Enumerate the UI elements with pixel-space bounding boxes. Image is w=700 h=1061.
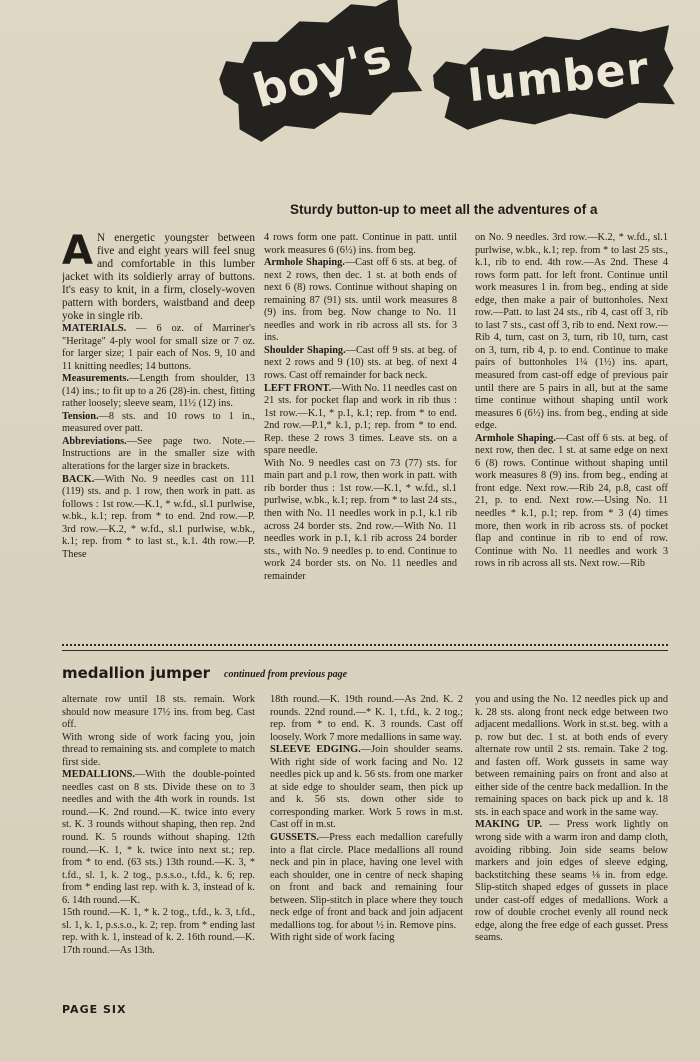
- paragraph-text: —Join shoulder seams. With right side of work facing and No. 12 needles pick up and k. 56 sts. from one marker at side edge to shoulder seam, then pick up and k. 56 sts. down other side to corresponding marker. Work 5 rows in m.st. Cast off in m.st.: [270, 744, 463, 831]
- section-heading: Armhole Shaping.: [475, 432, 556, 444]
- article1-column-2: [264, 232, 457, 624]
- paragraph: [264, 257, 457, 345]
- paragraph-text: you and using the No. 12 needles pick up and k. 28 sts. along front neck edge between two adjacent medallions. Work in st.st. beg. with a p. row but dec. 1 st. at both ends of every alternate row until 2 sts. remain. Take 2 tog. and fasten off. Work gussets in same way between remaining pairs on front and also at either side of the centre back medallion. In the remaining spaces on back pick up and k. 18 sts. in each space and work in the same way.: [475, 694, 668, 818]
- section-heading: GUSSETS.: [270, 832, 319, 844]
- paragraph-text: —Length from shoulder, 13 (14) ins.; to fit up to a 26 (28)-in. chest, fitting rather loosely; sleeve seam, 11½ (12) ins.: [62, 373, 255, 410]
- paragraph: [264, 232, 457, 257]
- paragraph: [62, 694, 255, 732]
- title-word-lumber: lumber: [465, 42, 652, 113]
- article1-column-1: [62, 232, 255, 624]
- paragraph-text: 15th round.—K. 1, * k. 2 tog., t.fd., k. 3, t.fd., sl. 1, k. 1, p.s.s.o., k. 2; rep. from * ending last rep. with k. 1, instead of k. 2. 16th round.—K. 17th round.—As 13th.: [62, 907, 255, 956]
- section-heading: Shoulder Shaping.: [264, 344, 346, 356]
- paragraph-text: —With No. 9 needles cast on 111 (119) sts. and p. 1 row, then work in patt. as follows : 1st row.—K.1, * w.fd., sl.1 purlwise, w.bk., k.1; rep. from * to end. 2nd row.—P. 3rd row.—K.2, * w.fd., sl.1 purlwise, w.bk., k.1; rep. from * to last st., k.1. 4th row.—P. These: [62, 473, 255, 560]
- paragraph: [270, 744, 463, 832]
- section-heading: MATERIALS.: [62, 323, 127, 334]
- paragraph: [264, 345, 457, 383]
- paragraph-text: N energetic youngster between five and eight years will feel snug and comfortable in this lumber jacket with its soldierly array of buttons. It's easy to knit, in a firm, closely-woven pattern with borders, waistband and deep yoke in single rib.: [62, 232, 255, 322]
- paragraph: [62, 411, 255, 436]
- paragraph-text: alternate row until 18 sts. remain. Work should now measure 17½ ins. from beg. Cast off.: [62, 694, 255, 731]
- paragraph: [62, 232, 255, 323]
- paragraph-text: —Cast off 6 sts. at beg. of next row, then dec. 1 st. at same edge on next 6 (8) rows. Continue without shaping until work measures 8 (9) ins. from beg., ending at front edge. Next row.—Rib 24, p.8, cast off 21, p. to end. Next row.—Using No. 11 needles * k.1, p.1; rep. from * 3 (4) times more, then work in rib across sts. of pocket flap and continue in rib to end of row. Continue with No. 11 needles and work 3 rows in rib across all sts. Next row.—Rib: [475, 432, 668, 570]
- paragraph: [62, 907, 255, 957]
- paragraph-text: With wrong side of work facing you, join thread to remaining sts. and complete to match first side.: [62, 731, 255, 768]
- paragraph-text: —Cast off 9 sts. at beg. of next 2 rows and 9 (10) sts. at beg. of next 4 rows. Cast off remainder for back neck.: [264, 344, 457, 382]
- section-divider: [62, 644, 668, 651]
- section-heading: Abbreviations.: [62, 435, 127, 447]
- section-heading: Measurements.: [62, 373, 130, 385]
- section-heading: MAKING UP.: [475, 819, 543, 831]
- paragraph-text: —Cast off 6 sts. at beg. of next 2 rows, then dec. 1 st. at both ends of next 6 (8) rows. Continue without shaping on remaining 87 (91) sts. until work measures 8 (9) ins. from beg. Now change to No. 11 needles and work in rib across all sts. for 3 ins.: [264, 257, 457, 344]
- paragraph-text: —See page two. Note.—Instructions are in the smaller size with alterations for the larger size in brackets.: [62, 435, 255, 473]
- paragraph-text: on No. 9 needles. 3rd row.—K.2, * w.fd., sl.1 purlwise, w.bk., k.1; rep. from * to last 25 sts., k.1, rib to end. 4th row.—As 2nd. These 4 rows form patt. for left front. Continue until work measures 1 in. from beg., ending at side edge, then make a pair of buttonholes. Next row.—Patt. to last 24 sts., rib 4, cast off 3, rib to last 7 sts., cast off 3, rib to end. Next row.—Rib 4, turn, cast on 3, turn, rib 10, turn, cast on 3, turn, rib 4, p. to end. Continue to make pairs of buttonholes 1¼ (1½) ins. apart, measured from cast-off edge of previous pair until there are 5 pairs in all, but at the same time continue without shaping until work measures 6 (6½) ins. from beg., ending at side edge.: [475, 232, 668, 432]
- section-title-medallion-jumper: medallion jumper: [62, 664, 211, 682]
- article-subtitle: Sturdy button-up to meet all the adventures of a: [290, 202, 598, 217]
- article2-column-2: [270, 694, 463, 996]
- paragraph-text: 4 rows form one patt. Continue in patt. until work measures 6 (6½) ins. from beg.: [264, 232, 457, 256]
- paragraph-text: With No. 9 needles cast on 73 (77) sts. for main part and p.1 row, then work in patt. with rib border thus : 1st row.—K.1, * w.fd., sl.1 purlwise, w.bk., k.1; rep. from * to last 24 sts., then with No. 11 needles work in p.1, k.1 rib across 24 border sts. 2nd row.—With No. 11 needles work in p.1, k.1 rib across 24 border sts., with No. 9 needles p. to end. Continue to work 24 border sts. on No. 11 needles and remainder: [264, 457, 457, 582]
- section-heading: LEFT FRONT.: [264, 382, 332, 394]
- article2-column-3: [475, 694, 668, 996]
- article2-column-1: [62, 694, 255, 996]
- paragraph-text: With right side of work facing: [270, 932, 395, 944]
- continued-note: continued from previous page: [224, 669, 348, 680]
- paragraph: [270, 832, 463, 932]
- paragraph-text: —Press each medallion carefully into a flat circle. Place medallions all round neck and pin in place, having one level with each shoulder, one in centre of neck shaping on front and back and remaining four between. Slip-stitch in place where they touch neck edge of front and back and join adjacent medallions tog. for about ½ in. Remove pins.: [270, 832, 463, 931]
- drop-cap: A: [62, 232, 93, 274]
- paragraph: [62, 474, 255, 562]
- section-heading: Tension.: [62, 410, 99, 422]
- article1-column-3: [475, 232, 668, 624]
- paragraph: [475, 433, 668, 571]
- paragraph: [62, 373, 255, 411]
- paragraph-text: —With No. 11 needles cast on 21 sts. for pocket flap and work in rib thus : 1st row.—K.1, * p.1, k.1; rep. from * to end. 2nd row.—P.1,* k.1, p.1; rep. from * to end. Rep. these 2 rows 3 times. Leave sts. on a spare needle.: [264, 382, 457, 457]
- section-heading: BACK.: [62, 473, 95, 485]
- paragraph: [270, 694, 463, 744]
- section-heading: SLEEVE EDGING.: [270, 744, 361, 756]
- title-word-boys: boy's: [247, 27, 398, 119]
- paragraph: [62, 323, 255, 373]
- section-heading: MEDALLIONS.: [62, 769, 135, 781]
- paragraph: [475, 694, 668, 819]
- paragraph-text: — Press work lightly on wrong side with a warm iron and damp cloth, avoiding ribbing. Join side seams below markers and join edges of sleeve edging, backstitching these seams ⅛ in. from edge. Slip-stitch shaped edges of gussets in place under cast-off edges of medallions. Work a row of double crochet evenly all round neck edge, along the free edge of each gusset. Press seams.: [475, 819, 668, 944]
- paragraph-text: —8 sts. and 10 rows to 1 in., measured over patt.: [62, 410, 255, 435]
- paragraph: [62, 769, 255, 907]
- paragraph: [62, 436, 255, 474]
- paragraph: [475, 819, 668, 944]
- paragraph: [264, 458, 457, 583]
- paragraph-text: —With the double-pointed needles cast on 8 sts. Divide these on to 3 needles and with the 4th work in rounds. 1st round.—K. 2nd round.—K. twice into every st. K. 3 rounds without shaping, then rep. 2nd round. K. 5 rounds without shaping. 12th round.—K. 1, * k. twice into next st.; rep. from * to end. (63 sts.) 13th round.—K. 3, * t.fd., sl. 1, k. 2 tog., p.s.s.o., t.fd., k. 6; rep. from * ending last rep. with k. 3, instead of k. 6. 14th round.—K.: [62, 769, 255, 906]
- paragraph: [264, 383, 457, 458]
- paragraph-text: — 6 oz. of Marriner's "Heritage" 4-ply wool for small size or 7 oz. for larger size; 1 pair each of Nos. 9, 10 and 11 knitting needles; 14 buttons.: [62, 323, 255, 372]
- paragraph: [475, 232, 668, 433]
- paragraph-text: 18th round.—K. 19th round.—As 2nd. K. 2 rounds. 22nd round.—* K. 1, t.fd., k. 2 tog.; rep. from * to end. K. 3 rounds. Cast off loosely. Work 7 more medallions in same way.: [270, 694, 463, 743]
- paragraph: [62, 732, 255, 770]
- paragraph: [270, 932, 463, 945]
- page-number: PAGE SIX: [62, 1003, 127, 1016]
- section-heading: Armhole Shaping.: [264, 257, 345, 269]
